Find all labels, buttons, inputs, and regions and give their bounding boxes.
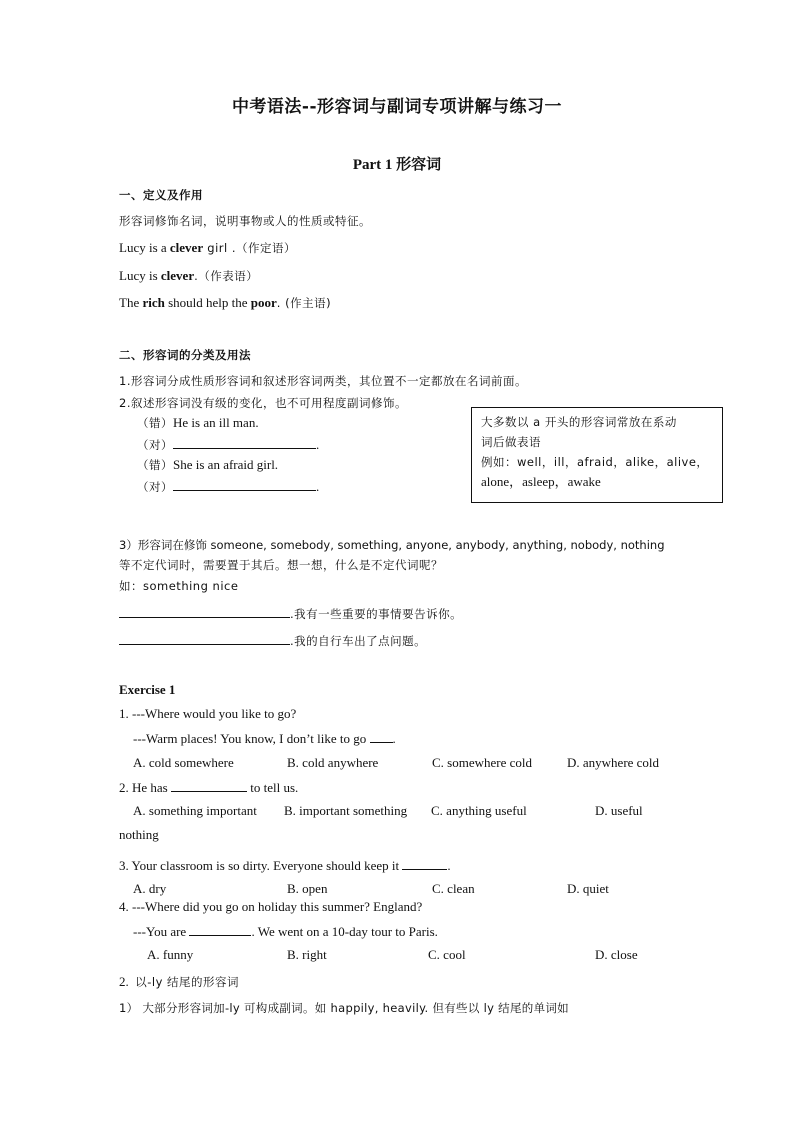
q4-post: . We went on a 10-day tour to Paris.: [251, 924, 438, 939]
note-box: [471, 407, 723, 503]
fill-blank-1[interactable]: [119, 604, 290, 618]
q4-option-c[interactable]: C. cool: [428, 947, 466, 962]
q2-option-c[interactable]: C. anything useful: [431, 803, 527, 818]
ex2-bold: clever: [160, 268, 195, 283]
ex3-d: poor: [250, 295, 277, 310]
q1-option-b[interactable]: B. cold anywhere: [287, 755, 379, 770]
q3-option-a[interactable]: A. dry: [133, 881, 167, 896]
fill-in-1: [119, 604, 462, 623]
fill-prompt-2: .我的自行车出了点问题。: [290, 634, 427, 648]
q2-option-b[interactable]: B. important something: [284, 803, 408, 818]
question-2: [119, 778, 298, 797]
q4-pre: ---You are: [133, 924, 190, 939]
note-line-4: alone，asleep，awake: [481, 474, 601, 489]
q3-option-b[interactable]: B. open: [287, 881, 328, 896]
right-tag-1: （对）: [137, 438, 173, 452]
wrong-example-1: [137, 414, 259, 432]
q1-option-a[interactable]: A. cold somewhere: [133, 755, 234, 770]
ex1-bold: clever: [169, 240, 204, 255]
question-4-line-1: 4. ---Where did you go on holiday this summer? England?: [119, 899, 423, 914]
answer-blank-1[interactable]: [173, 435, 316, 449]
fill-prompt-1: .我有一些重要的事情要告诉你。: [290, 607, 463, 621]
ex2-post: .（作表语）: [194, 269, 259, 283]
question-4-line-2: [133, 922, 438, 941]
right-tag-2: （对）: [137, 480, 173, 494]
right-example-1: （对） .: [137, 437, 320, 452]
q4-option-d[interactable]: D. close: [595, 947, 638, 962]
page-title: 中考语法--形容词与副词专项讲解与练习一: [231, 97, 563, 117]
q2-option-a[interactable]: A. something important: [133, 803, 257, 818]
ex3-a: The: [119, 295, 143, 310]
wrong-example-2: [137, 456, 278, 474]
q4-option-a[interactable]: A. funny: [147, 947, 194, 962]
q3-option-d[interactable]: D. quiet: [567, 881, 609, 896]
right-example-2: （对） .: [137, 479, 320, 494]
indefinite-pronoun-rule-line-2: 等不定代词时，需要置于其后。想一想，什么是不定代词呢？: [119, 558, 443, 572]
note-line-1: 大多数以 a 开头的形容词常放在系动: [481, 415, 677, 429]
ex1-post: girl .（作定语）: [203, 241, 296, 255]
ex2-pre: Lucy is: [119, 268, 161, 283]
section-heading-definition: 一、定义及作用: [119, 188, 203, 202]
example-sentence-1: [119, 239, 296, 257]
q2-blank[interactable]: [171, 778, 247, 792]
wrong-text-1: He is an ill man.: [173, 415, 259, 430]
part-title-text: Part 1 形容词: [352, 157, 442, 173]
question-1-line-1: 1. ---Where would you like to go?: [119, 706, 297, 721]
q4-blank[interactable]: [189, 922, 251, 936]
q1-option-d[interactable]: D. anywhere cold: [567, 755, 660, 770]
q2-option-d-wrap: nothing: [119, 827, 159, 842]
example-sentence-3: [119, 294, 331, 312]
ly-heading-text: 以-ly 结尾的形容词: [135, 975, 240, 989]
ly-heading-num: 2.: [119, 974, 129, 989]
indefinite-pronoun-rule-line-1: 3）形容词在修饰 someone, somebody, something, anyone, anybody, anything, nobody, nothing: [119, 538, 665, 552]
q1-blank[interactable]: [370, 729, 393, 743]
section-heading-ly: [119, 973, 239, 991]
exercise-heading: Exercise 1: [119, 682, 176, 697]
q3-blank[interactable]: [402, 856, 447, 870]
q3-post: .: [447, 858, 451, 873]
q3-option-c[interactable]: C. clean: [432, 881, 475, 896]
q2-pre: 2. He has: [119, 780, 171, 795]
fill-in-2: [119, 631, 426, 650]
wrong-tag-2: （错）: [137, 458, 173, 472]
part-title: [0, 156, 794, 174]
example-sentence-2: [119, 267, 258, 285]
q4-option-b[interactable]: B. right: [287, 947, 327, 962]
q2-option-d[interactable]: D. useful: [595, 803, 643, 818]
ex3-c: should help the: [164, 295, 251, 310]
definition-text: 形容词修饰名词，说明事物或人的性质或特征。: [119, 214, 371, 228]
note-line-3: 例如：well，ill，afraid，alike，alive，: [481, 455, 709, 469]
q1-post: .: [392, 731, 396, 746]
wrong-tag-1: （错）: [137, 416, 173, 430]
ex1-pre: Lucy is a: [119, 240, 170, 255]
note-line-2: 词后做表语: [481, 435, 541, 449]
rule-1: 1.形容词分成性质形容词和叙述形容词两类，其位置不一定都放在名词前面。: [119, 374, 527, 388]
answer-blank-2[interactable]: [173, 477, 316, 491]
indefinite-pronoun-example: 如：something nice: [119, 579, 239, 593]
q3-pre: 3. Your classroom is so dirty. Everyone should keep it: [119, 858, 403, 873]
section-heading-classification: 二、形容词的分类及用法: [119, 348, 251, 362]
ex3-b: rich: [142, 295, 165, 310]
ly-rule-1: 1） 大部分形容词加-ly 可构成副词。如 happily, heavily. 但有些以 ly 结尾的单词如: [119, 1001, 569, 1015]
fill-blank-2[interactable]: [119, 631, 290, 645]
question-3: [119, 856, 451, 875]
wrong-text-2: She is an afraid girl.: [173, 457, 279, 472]
rule-2: 2.叙述形容词没有级的变化，也不可用程度副词修饰。: [119, 396, 407, 410]
ex3-e: . (作主语): [276, 296, 332, 310]
q1-option-c[interactable]: C. somewhere cold: [432, 755, 533, 770]
q2-post: to tell us.: [247, 780, 299, 795]
q1-pre: ---Warm places! You know, I don’t like to go: [133, 731, 370, 746]
question-1-line-2: [133, 729, 396, 748]
